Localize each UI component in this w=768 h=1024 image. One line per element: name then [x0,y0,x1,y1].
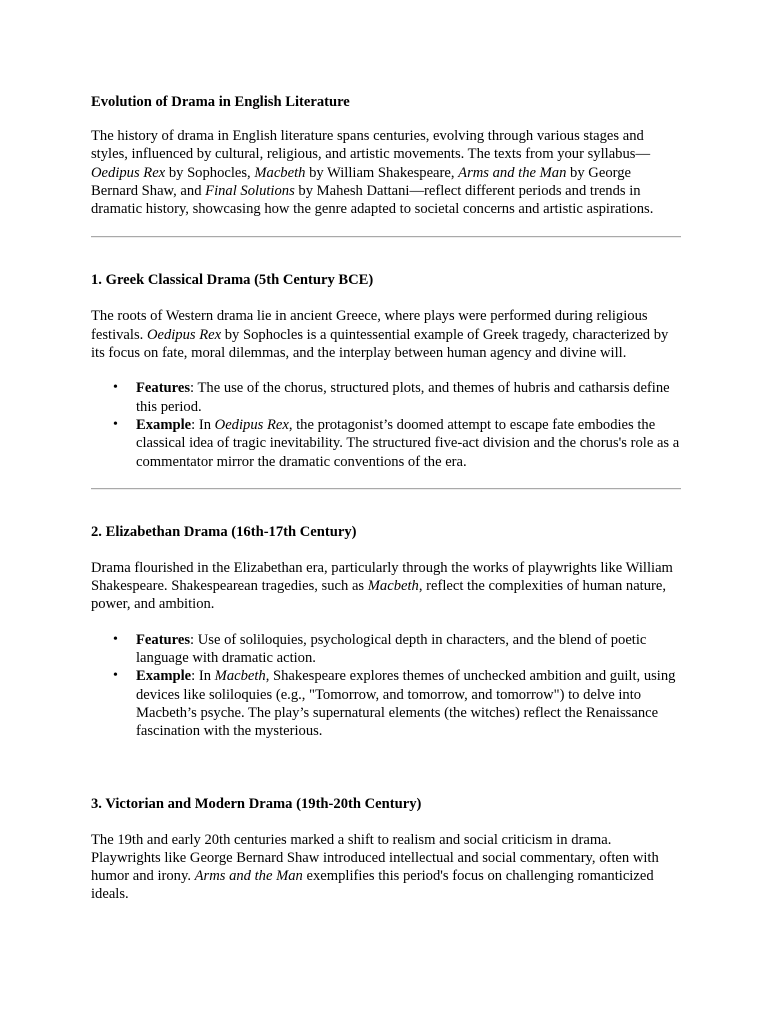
paragraph-run: The 19th and early 20th centuries marked a shift to realism and social criticism in drama. Playwrights like George Bernard Shaw introduced intellectual and social commentary, often with humor and irony. [91,831,659,885]
paragraph-run: , reflect the complexities of human nature, power, and ambition. [91,578,667,613]
work-title-macbeth: Macbeth [254,164,306,181]
bullet-label: Example [136,416,192,433]
bullet-text: : In [191,416,215,433]
horizontal-divider [91,236,681,238]
work-title-arms-and-the-man: Arms and the Man [458,164,567,181]
work-title-macbeth: Macbeth [214,668,266,685]
paragraph-run: Drama flourished in the Elizabethan era, particularly through the works of playwrights like William Shakespeare. Shakespearean tragedies, such as [91,559,673,595]
bullet-text: , Shakespeare explores themes of unchecked ambition and guilt, using devices like soliloquies (e.g., "Tomorrow, and tomorrow, and tomorrow") to delve into Macbeth’s psyche. The play’s supernatural elements (the witches) reflect the Renaissance fascination with the mysterious. [136,668,676,740]
paragraph-run: exemplifies this period's focus on challenging romanticized ideals. [91,868,654,903]
list-item [113,631,681,668]
section-heading-victorian-modern: 3. Victorian and Modern Drama (19th-20th Century) [91,795,422,812]
paragraph-run: The roots of Western drama lie in ancient Greece, where plays were performed during religious festivals. [91,308,648,343]
intro-run: by George Bernard Shaw, and [91,164,631,199]
section-paragraph-victorian-modern [91,831,681,904]
paragraph-run: by Sophocles is a quintessential example of Greek tragedy, characterized by its focus on fate, moral dilemmas, and the interplay between human agency and divine will. [91,326,669,362]
section-heading-greek: 1. Greek Classical Drama (5th Century BCE) [91,272,374,289]
bullet-label: Features [136,631,191,648]
bullet-list-elizabethan [91,631,681,741]
bullet-icon: • [113,380,118,396]
work-title-arms-and-the-man: Arms and the Man [194,868,303,885]
work-title-macbeth: Macbeth [367,578,419,595]
work-title-oedipus-rex: Oedipus Rex [91,164,166,181]
intro-run: The history of drama in English literature spans centuries, evolving through various stages and styles, influenced by cultural, religious, and artistic movements. The texts from your syllabus— [91,128,651,163]
list-item [113,379,681,416]
section-paragraph-elizabethan [91,559,681,614]
document-page [91,93,681,904]
section-paragraph-greek [91,307,681,362]
section-heading-elizabethan: 2. Elizabethan Drama (16th-17th Century) [91,523,357,540]
work-title-oedipus-rex: Oedipus Rex [146,326,222,343]
bullet-text: : The use of the chorus, structured plots, and themes of hubris and catharsis define this period. [136,380,670,415]
list-item [113,667,681,740]
horizontal-divider [91,488,681,490]
list-item [113,416,681,471]
bullet-label: Example [136,668,192,685]
bullet-text: : In [191,668,215,685]
bullet-text: , the protagonist’s doomed attempt to escape fate embodies the classical idea of tragic inevitability. The structured five-act division and the chorus's role as a commentator mirror the dramatic conventions of the era. [136,416,680,470]
intro-run: by Sophocles, [165,164,255,181]
document-title: Evolution of Drama in English Literature [91,94,350,110]
bullet-icon: • [113,668,118,684]
bullet-text: : Use of soliloquies, psychological depth in characters, and the blend of poetic language with dramatic action. [136,631,647,667]
bullet-list-greek [91,379,681,470]
bullet-icon: • [113,631,118,647]
intro-paragraph [91,127,681,218]
work-title-final-solutions: Final Solutions [205,182,295,199]
work-title-oedipus-rex: Oedipus Rex [214,416,289,433]
intro-run: by Mahesh Dattani—reflect different periods and trends in dramatic history, showcasing how the genre adapted to societal concerns and artistic aspirations. [91,182,654,218]
bullet-label: Features [136,380,191,397]
intro-run: by William Shakespeare, [305,164,459,181]
bullet-icon: • [113,416,118,432]
